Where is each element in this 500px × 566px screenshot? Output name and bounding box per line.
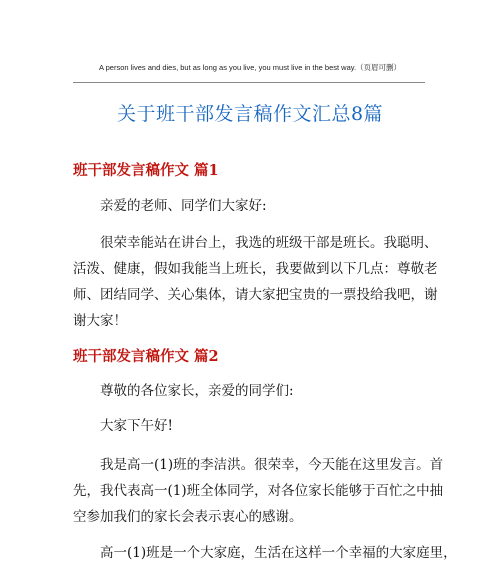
page-header-motto: A person lives and dies, but as long as you live, you must live in the best way.（页眉可删）	[98, 63, 402, 72]
paragraph-line: 尊敬的各位家长，亲爱的同学们:	[100, 383, 294, 399]
paragraph-line: 大家下午好!	[100, 418, 173, 434]
paragraph	[73, 413, 428, 439]
paragraph-line: 空参加我们的家长会表示衷心的感谢。	[73, 509, 303, 525]
paragraph	[73, 540, 457, 566]
paragraph	[73, 378, 428, 404]
section-heading-2: 班干部发言稿作文 篇2	[73, 348, 219, 365]
paragraph-line: 高一(1)班是一个大家庭，生活在这样一个幸福的大家庭里，	[100, 545, 457, 561]
header-divider	[73, 82, 425, 83]
paragraph-line: 很荣幸能站在讲台上，我选的班级干部是班长。我聪明、	[100, 235, 438, 251]
paragraph	[73, 230, 438, 334]
paragraph-line: 师、团结同学、关心集体，请大家把宝贵的一票投给我吧，谢	[73, 287, 438, 303]
paragraph-line: 谢大家！	[73, 313, 127, 329]
paragraph	[73, 193, 428, 219]
section-heading-1: 班干部发言稿作文 篇1	[73, 162, 219, 179]
document-title: 关于班干部发言稿作文汇总8篇	[116, 103, 384, 125]
paragraph-line: 先，我代表高一(1)班全体同学，对各位家长能够于百忙之中抽	[73, 483, 444, 499]
paragraph-line: 我是高一(1)班的李洁洪。很荣幸，今天能在这里发言。首	[100, 457, 444, 473]
paragraph-line: 活泼、健康，假如我能当上班长，我要做到以下几点：尊敬老	[73, 261, 438, 277]
paragraph-line: 亲爱的老师、同学们大家好:	[100, 198, 267, 214]
paragraph	[73, 452, 444, 530]
